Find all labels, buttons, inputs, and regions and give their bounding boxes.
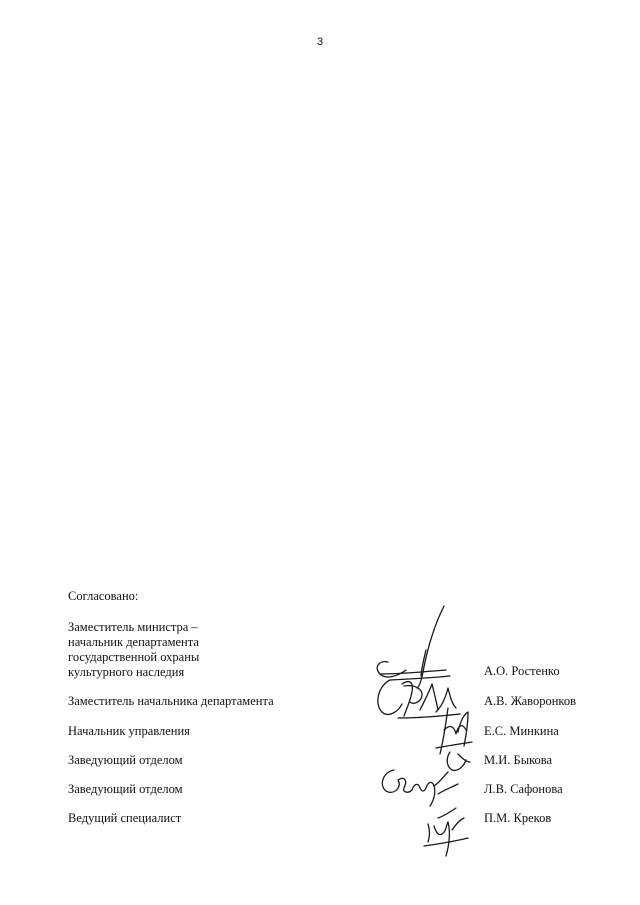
position-title-line: Заведующий отделом bbox=[68, 782, 183, 796]
signature-safonova bbox=[374, 760, 466, 808]
signatory-name: А.В. Жаворонков bbox=[484, 694, 577, 708]
position-title-line: Заведующий отделом bbox=[68, 753, 183, 767]
position-title-line: Заместитель начальника департамента bbox=[68, 694, 274, 708]
signature-krekov bbox=[418, 804, 474, 860]
signatory-name: П.М. Креков bbox=[484, 811, 552, 825]
signatory-name: М.И. Быкова bbox=[484, 753, 553, 767]
position-title-line: государственной охраны bbox=[68, 650, 200, 664]
signatory-name: Л.В. Сафонова bbox=[484, 782, 563, 796]
position-title-line: Заместитель министра – bbox=[68, 620, 198, 634]
position-title-line: Начальник управления bbox=[68, 724, 190, 738]
signatory-name: А.О. Ростенко bbox=[484, 664, 560, 678]
position-title-line: начальник департамента bbox=[68, 635, 199, 649]
page-number: 3 bbox=[316, 36, 324, 48]
approval-heading: Согласовано: bbox=[68, 589, 139, 603]
position-title-line: Ведущий специалист bbox=[68, 811, 182, 825]
position-title-line: культурного наследия bbox=[68, 665, 185, 679]
signatory-name: Е.С. Минкина bbox=[484, 724, 559, 738]
